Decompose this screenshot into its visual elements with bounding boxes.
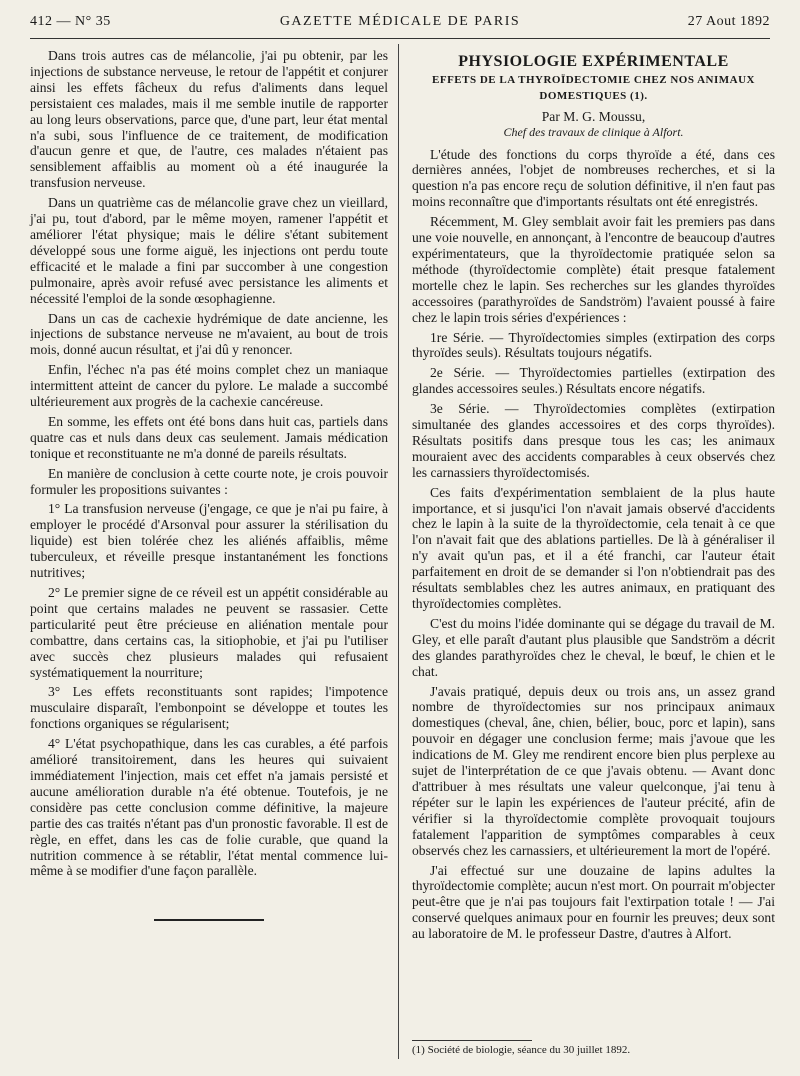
paragraph: 1° La transfusion nerveuse (j'engage, ce que je n'ai pu faire, à employer le procédé d'Arsonval pour assurer la stérilisation du liquide) est bien tolérée chez les aliénés affaiblis, même tuberculeux, et réveille presque instantanément les fonctions nutritives; — [30, 501, 388, 581]
paragraph: 4° L'état psychopathique, dans les cas curables, a été parfois amélioré transitoirement, dans les heures qui suivaient immédiatement l'injection, mais cet effet n'a jamais persisté et aucune amélioration durable n'a été obtenue. Toutefois, je ne considère pas cette conclusion comme définitive, la majeure partie des cas traités n'étant pas d'un pronostic favorable. Il est de règle, en effet, dans les cas de folie curable, que quand la nutrition commence à se rétablir, l'état mental commence lui-même à se modifier d'une façon parallèle. — [30, 736, 388, 879]
paragraph: C'est du moins l'idée dominante qui se dégage du travail de M. Gley, et elle paraît d'autant plus plausible que Sandström a décrit des glandes parathyroïdes chez le cheval, le bœuf, le chien et le chat. — [412, 615, 775, 679]
article-title: EFFETS DE LA THYROÏDECTOMIE CHEZ NOS ANIMAUX DOMESTIQUES (1). — [432, 73, 755, 102]
paragraph: 2° Le premier signe de ce réveil est un appétit considérable au point que certains malades ne peuvent se rassasier. Cette particularité peut être précieuse en aliénation mentale pour combattre, dans certains cas, la sitiophobie, et j'ai pu l'utiliser avec succès chez plusieurs malades qui refusaient systématiquement la nourriture; — [30, 585, 388, 680]
section-title: PHYSIOLOGIE EXPÉRIMENTALE — [458, 53, 729, 70]
paragraph: En somme, les effets ont été bons dans huit cas, partiels dans quatre cas et nuls dans deux cas seulement. Jamais médication tonique et reconstituante ne m'a donné de pareils résultats. — [30, 413, 388, 461]
author-affiliation: Chef des travaux de clinique à Alfort. — [503, 124, 684, 139]
end-separator — [154, 919, 264, 921]
paragraph: Dans trois autres cas de mélancolie, j'ai pu obtenir, par les injections de substance nerveuse, le retour de l'appétit et conjurer ainsi les effets fâcheux du refus d'aliments dans lequel persistaient ces malades, mais il me semble inutile de rapporter au long leurs observations, parce que, d'une part, leur état mental n'a subi, sous l'influence de ce traitement, de modification d'aucun genre et que, de l'autre, ces malades n'étaient pas sensiblement affaiblis au moment où a été inaugurée la transfusion nerveuse. — [30, 48, 388, 191]
footnote-rule — [412, 1040, 532, 1041]
header-rule — [30, 38, 770, 39]
column-divider — [398, 44, 399, 1059]
left-column — [30, 48, 388, 921]
paragraph: 3° Les effets reconstituants sont rapides; l'impotence musculaire disparaît, l'embonpoint se développe et toutes les fonctions organiques se régularisent; — [30, 684, 388, 732]
byline: Par M. G. Moussu, — [541, 108, 646, 124]
page-number: 412 — N° 35 — [30, 14, 111, 29]
paragraph: 1re Série. — Thyroïdectomies simples (extirpation des corps thyroïdes seuls). Résultats toujours négatifs. — [412, 329, 775, 361]
paragraph: Récemment, M. Gley semblait avoir fait les premiers pas dans une voie nouvelle, en annonçant, à l'encontre de beaucoup d'autres expérimentateurs, que la thyroïdectomie pratiquée selon sa méthode (thyroïdectomie complète) était presque fatalement mortelle chez le lapin. Ses recherches sur les glandes thyroïdes accessoires (parathyroïdes de Sandström) l'avaient poussé à faire chez le lapin trois séries d'expériences : — [412, 214, 775, 325]
paragraph: J'ai effectué sur une douzaine de lapins adultes la thyroïdectomie complète; aucun n'est mort. On pourrait m'objecter peut-être que je n'ai pas toujours fait l'extirpation totale ! — J'ai conservé quelques animaux pour en fournir les preuves; deux sont au laboratoire de M. le professeur Dastre, d'autres à Alfort. — [412, 862, 775, 942]
paragraph: 2e Série. — Thyroïdectomies partielles (extirpation des glandes accessoires seules.) Résultats encore négatifs. — [412, 365, 775, 397]
issue-date: 27 Aout 1892 — [687, 14, 770, 29]
footnote: (1) Société de biologie, séance du 30 juillet 1892. — [412, 1044, 631, 1056]
paragraph: 3e Série. — Thyroïdectomies complètes (extirpation simultanée des glandes accessoires et des corps thyroïdes). Résultats positifs dans presque tous les cas; les animaux mouraient avec des accidents comparables à ceux observés chez les carnassiers thyroïdectomisés. — [412, 401, 775, 480]
paragraph: L'étude des fonctions du corps thyroïde a été, dans ces dernières années, l'objet de nombreuses recherches, et si la question n'a pas encore reçu de solution définitive, il n'en faut pas moins reconnaître que d'importants résultats ont été enregistrés. — [412, 146, 775, 210]
journal-title: GAZETTE MÉDICALE DE PARIS — [279, 14, 521, 29]
paragraph: Enfin, l'échec n'a pas été moins complet chez un maniaque intermittent atteint de cancer du pylore. Le malade a succombé ultérieurement aux progrès de la cachexie cancéreuse. — [30, 362, 388, 410]
paragraph: Dans un quatrième cas de mélancolie grave chez un vieillard, j'ai pu, tout d'abord, par le même moyen, ramener l'appétit et améliorer l'état physique; mais le délire s'étant subitement développé sous une forme aiguë, les injections ont perdu toute efficacité et le malade a fini par succomber à une congestion pulmonaire, après avoir refusé avec persistance les aliments et nécessité l'emploi de la sonde œsophagienne. — [30, 195, 388, 306]
right-column — [412, 48, 775, 946]
paragraph: En manière de conclusion à cette courte note, je crois pouvoir formuler les propositions suivantes : — [30, 465, 388, 497]
paragraph: Dans un cas de cachexie hydrémique de date ancienne, les injections de substance nerveuse ne m'avaient, au bout de trois mois, donné aucun résultat, et j'ai dû y renoncer. — [30, 310, 388, 358]
paragraph: Ces faits d'expérimentation semblaient de la plus haute importance, et si jusqu'ici l'on n'avait jamais observé d'accidents chez le lapin à la suite de la thyroïdectomie, cela tenait à ce que l'on n'avait fait que des ablations partielles. De là à généraliser il n'y avait qu'un pas, et il a été franchi, car l'auteur était parfaitement en droit de se demander si l'on n'obtiendrait pas des résultats semblables chez les autres animaux, en pratiquant des thyroïdectomies complètes. — [412, 484, 775, 611]
page-header — [30, 14, 770, 36]
paragraph: J'avais pratiqué, depuis deux ou trois ans, un assez grand nombre de thyroïdectomies sur nos principaux animaux domestiques (cheval, âne, chien, bélier, bouc, porc et lapin), sans pouvoir en dégager une conclusion ferme; mais j'avoue que les indications de M. Gley me rendirent encore bien plus perplexe au sujet de l'interprétation de ce que j'avais obtenu. — Avant donc d'attribuer à mes résultats une valeur quelconque, j'ai tenu à répéter sur le lapin les expériences de l'auteur précité, afin de vérifier si la thyroïdectomie complète provoquait toujours fatalement l'apparition de symptômes comparables à ceux observés chez les carnassiers, et ultérieurement la mort de l'opéré. — [412, 683, 775, 858]
